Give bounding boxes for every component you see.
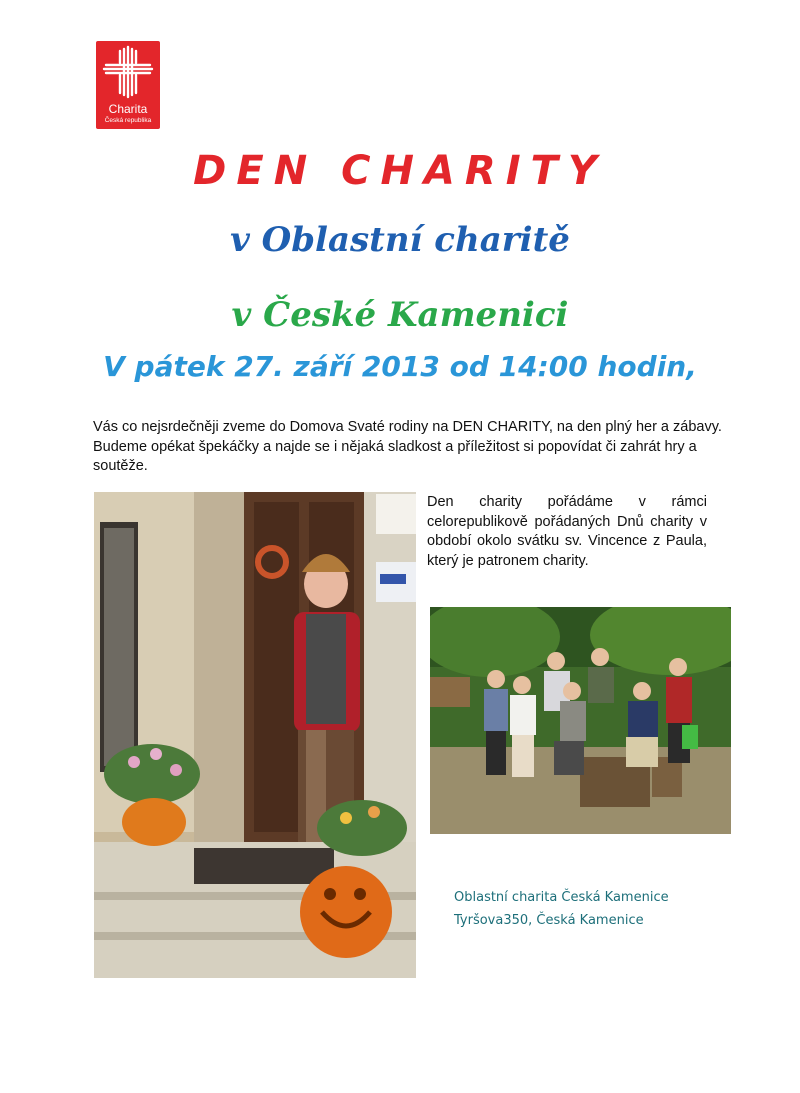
doorway-photo bbox=[94, 492, 416, 978]
charita-logo bbox=[96, 41, 160, 129]
cross-icon bbox=[96, 41, 160, 101]
address-line-1: Oblastní charita Česká Kamenice bbox=[454, 890, 669, 905]
group-photo bbox=[430, 607, 731, 834]
place-line: v České Kamenici bbox=[231, 295, 569, 335]
event-title: DEN CHARITY bbox=[193, 148, 607, 194]
logo-name: Charita bbox=[108, 102, 148, 116]
organisation-line: v Oblastní charitě bbox=[230, 220, 570, 260]
side-paragraph: Den charity pořádáme v rámci celorepublikově pořádaných Dnů charity v období okolo svátku sv. Vincence z Paula, který je patronem charity. bbox=[427, 494, 707, 569]
address-line-2: Tyršova350, Česká Kamenice bbox=[454, 913, 644, 928]
date-line: V pátek 27. září 2013 od 14:00 hodin, bbox=[103, 350, 697, 383]
logo-subtitle: Česká republika bbox=[104, 117, 152, 124]
intro-paragraph: Vás co nejsrdečněji zveme do Domova Svaté rodiny na DEN CHARITY, na den plný her a zábavy. Budeme opékat špekáčky a najde se i nějaká sladkost a příležitost si popovídat či zahrát hry a soutěže. bbox=[93, 419, 722, 474]
